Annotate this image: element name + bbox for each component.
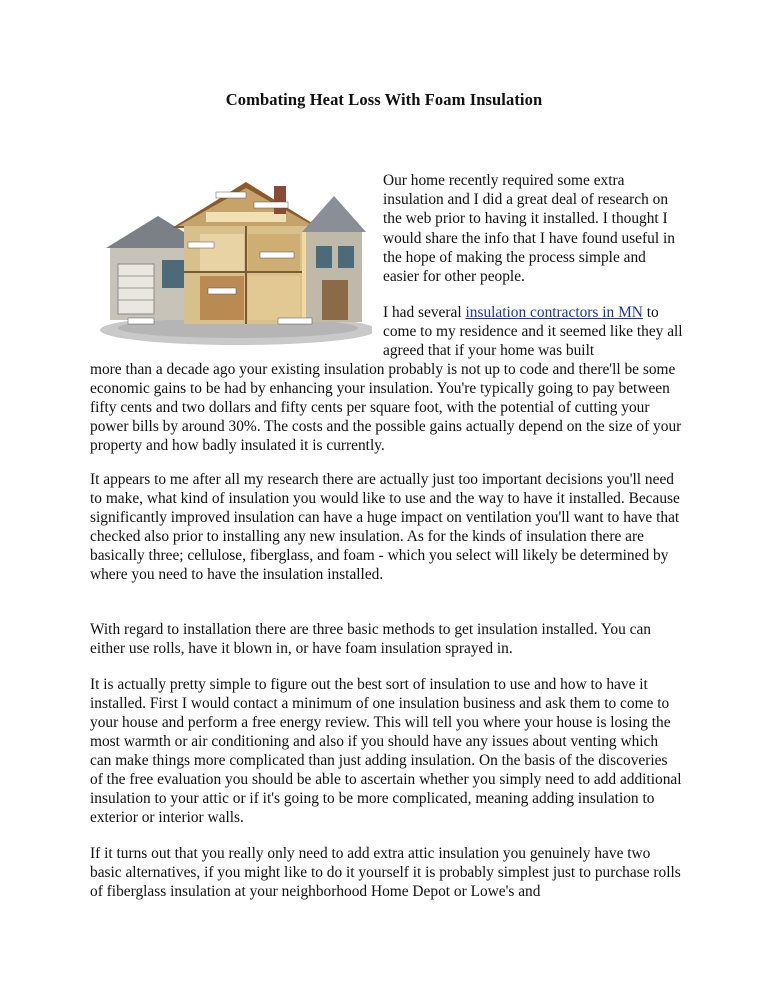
house-cutaway-illustration	[88, 168, 372, 348]
paragraph-contractors	[383, 303, 683, 361]
paragraph-contractors-lead: I had several	[383, 304, 466, 321]
paragraph-contractors-col-text: to come to my residence and it seemed like they all agreed that if your home was built	[383, 304, 683, 360]
paragraph-attic-insulation: If it turns out that you really only need to add extra attic insulation you genuinely have two basic alternatives, if you might like to do it yourself it is probably simplest just to purchase rolls of fiberglass insulation at your neighborhood Home Depot or Lowe's and	[90, 845, 681, 900]
paragraph-contractors-continued: more than a decade ago your existing insulation probably is not up to code and there'll be some economic gains to be had by enhancing your insulation. You're typically going to pay between fifty cents and two dollars and fifty cents per square foot, with the potential of cutting your power bills by around 30%. The costs and the possible gains actually depend on the size of your property and how badly insulated it is currently.	[90, 361, 682, 454]
intro-paragraph: Our home recently required some extra insulation and I did a great deal of research on the web prior to having it installed. I thought I would share the info that I have found useful in the hope of making the process simple and easier for other people.	[383, 172, 675, 286]
insulation-contractors-link[interactable]: insulation contractors in MN	[465, 304, 643, 321]
paragraph-installation-methods: With regard to installation there are three basic methods to get insulation installed. You can either use rolls, have it blown in, or have foam insulation sprayed in.	[90, 621, 651, 657]
paragraph-free-evaluation: It is actually pretty simple to figure out the best sort of insulation to use and how to have it installed. First I would contact a minimum of one insulation business and ask them to come to your house and perform a free energy review. This will tell you where your house is losing the most warmth or air conditioning and also if you should have any issues about venting which can make things more complicated than just adding insulation. On the basis of the discoveries of the free evaluation you should be able to ascertain whether you simply need to add additional insulation to your attic or if it's going to be more complicated, meaning adding insulation to exterior or interior walls.	[90, 676, 682, 826]
document-title: Combating Heat Loss With Foam Insulation	[225, 90, 543, 109]
paragraph-decisions: It appears to me after all my research there are actually just too important decisions you'll need to make, what kind of insulation you would like to use and the way to have it installed. Because significantly improved insulation can have a huge impact on ventilation you'll want to have that checked also prior to installing any new insulation. As for the kinds of insulation there are basically three; cellulose, fiberglass, and foam - which you select will likely be determined by where you need to have the insulation installed.	[90, 471, 680, 583]
